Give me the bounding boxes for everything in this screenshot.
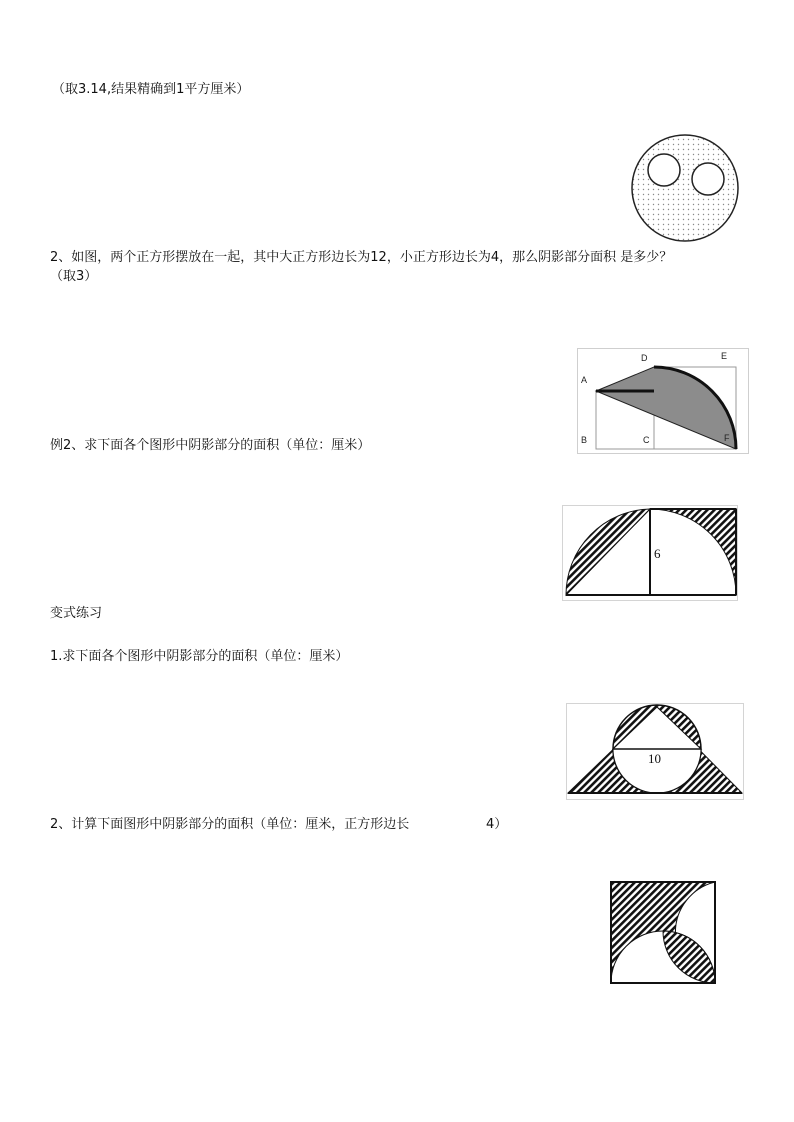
label-b: B <box>581 435 588 445</box>
figure-circle-triangle <box>566 703 744 804</box>
label-c: C <box>643 435 650 445</box>
label-10: 10 <box>648 751 661 766</box>
figure-square-arcs <box>608 879 718 990</box>
label-d: D <box>641 353 648 363</box>
example-2-text: 例2、求下面各个图形中阴影部分的面积（单位：厘米） <box>50 438 371 453</box>
variant-2-side-length: 4） <box>486 817 508 832</box>
small-circle-right <box>692 163 724 195</box>
label-f: F <box>724 433 730 443</box>
question-2-pi-note: （取3） <box>50 269 98 284</box>
label-a: A <box>581 375 588 385</box>
precision-note: （取3.14,结果精确到1平方厘米） <box>52 82 250 97</box>
small-circle-left <box>648 154 680 186</box>
label-6: 6 <box>654 546 661 561</box>
variant-1-text: 1.求下面各个图形中阴影部分的面积（单位：厘米） <box>50 649 349 664</box>
figure-two-squares <box>577 348 749 458</box>
variant-heading: 变式练习 <box>50 606 103 621</box>
figure-semicircle-square <box>562 505 738 605</box>
label-e: E <box>721 351 728 361</box>
question-2-text: 2、如图，两个正方形摆放在一起，其中大正方形边长为12，小正方形边长为4，那么阴影部分面积 是多少？ <box>50 250 673 265</box>
figure-circle-with-holes <box>622 133 748 247</box>
variant-2-text: 2、计算下面图形中阴影部分的面积（单位：厘米，正方形边长 <box>50 817 410 832</box>
